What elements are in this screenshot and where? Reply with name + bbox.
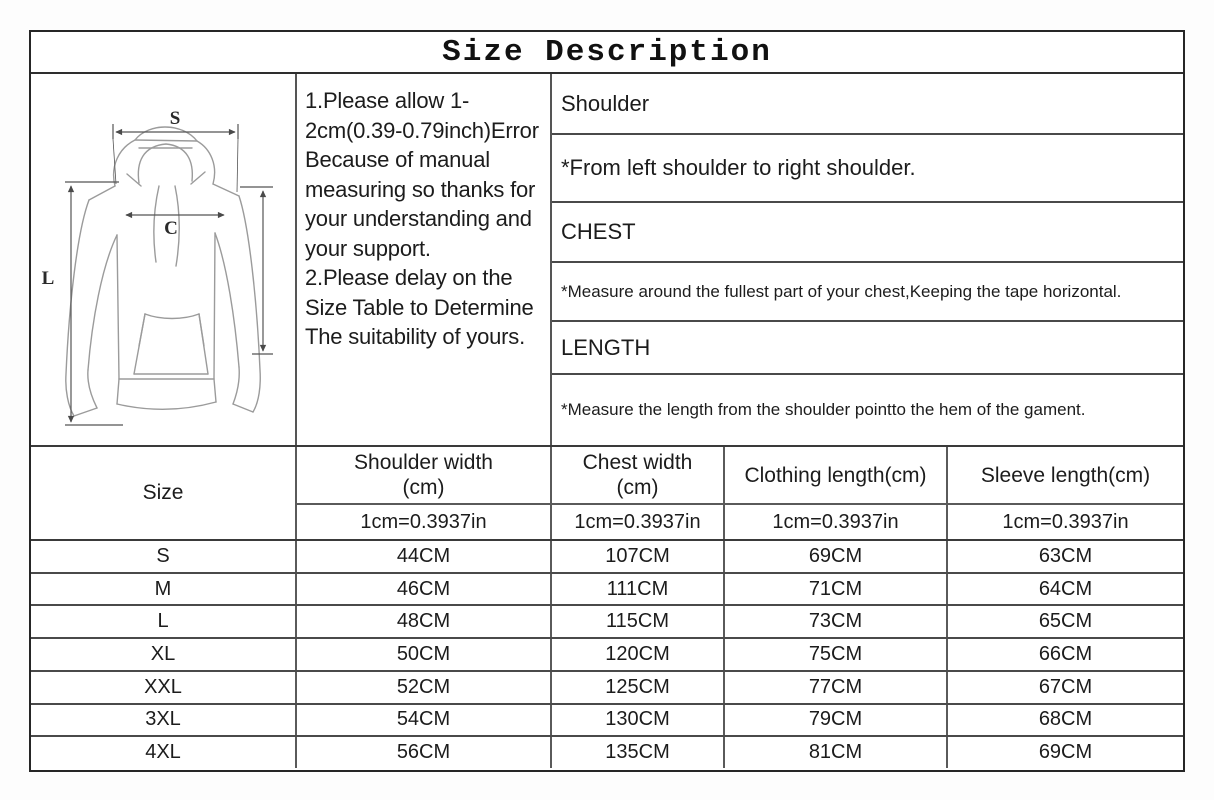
page-title: Size Description xyxy=(31,32,1183,74)
sleeve-cell: 66CM xyxy=(1038,643,1093,666)
column-title-line1: Chest width xyxy=(582,451,693,474)
shoulder-cell: 44CM xyxy=(297,541,552,572)
column-title-line1: Sleeve length(cm) xyxy=(980,463,1151,487)
table-row-3xl xyxy=(31,705,1183,738)
sleeve-cell: 69CM xyxy=(1038,741,1093,764)
shoulder-cell: 56CM xyxy=(297,737,552,768)
size-table xyxy=(31,447,1183,768)
measure-guide xyxy=(552,74,1183,445)
table-row-m xyxy=(31,574,1183,607)
length-cell: 69CM xyxy=(725,541,948,572)
length-cell: 77CM xyxy=(725,672,948,703)
chest-cell: 120CM xyxy=(552,639,725,670)
size-chart-sheet xyxy=(29,30,1185,772)
chest-cell: 111CM xyxy=(552,574,725,605)
measuring-notes xyxy=(297,74,552,445)
clothing-length-column-header xyxy=(725,447,948,539)
hoodie-measurement-diagram xyxy=(31,74,295,445)
column-title xyxy=(725,447,946,503)
guide-chest-term: CHEST xyxy=(552,203,1183,263)
chest-cell: 107CM xyxy=(552,541,725,572)
size-column-header: Size xyxy=(31,447,297,539)
diagram-label-chest: C xyxy=(164,218,178,239)
diagram-label-shoulder: S xyxy=(169,108,181,129)
table-row-xxl xyxy=(31,672,1183,705)
shoulder-width-column-header xyxy=(297,447,552,539)
column-title xyxy=(948,447,1183,503)
column-title-line1: Clothing length(cm) xyxy=(744,463,927,487)
diagram-label-length: L xyxy=(41,268,55,289)
length-cell: 75CM xyxy=(725,639,948,670)
length-cell: 71CM xyxy=(725,574,948,605)
upper-section xyxy=(31,74,1183,447)
guide-length-note: *Measure the length from the shoulder pointto the hem of the gament. xyxy=(561,400,1086,419)
note-2: 2.Please delay on the Size Table to Determine The suitability of yours. xyxy=(305,265,534,349)
note-1: 1.Please allow 1-2cm(0.39-0.79inch)Error Because of manual measuring so thanks for your understanding and your support. xyxy=(305,88,539,261)
size-label: 4XL xyxy=(31,737,297,768)
table-row-xl xyxy=(31,639,1183,672)
shoulder-cell: 48CM xyxy=(297,606,552,637)
size-label: L xyxy=(31,606,297,637)
shoulder-cell: 52CM xyxy=(297,672,552,703)
guide-shoulder-term: Shoulder xyxy=(552,74,1183,135)
size-label: XL xyxy=(31,639,297,670)
guide-shoulder-note: *From left shoulder to right shoulder. xyxy=(552,135,1183,203)
size-label: XXL xyxy=(31,672,297,703)
length-cell: 79CM xyxy=(725,705,948,736)
chest-width-column-header xyxy=(552,447,725,539)
size-label: M xyxy=(31,574,297,605)
chest-cell: 115CM xyxy=(552,606,725,637)
sleeve-cell: 64CM xyxy=(1038,577,1093,600)
size-label: 3XL xyxy=(31,705,297,736)
cm-conversion: 1cm=0.3937in xyxy=(772,510,899,533)
column-title xyxy=(552,447,723,503)
column-title-line2: (cm) xyxy=(616,476,659,499)
chest-cell: 135CM xyxy=(552,737,725,768)
guide-length-term: LENGTH xyxy=(552,322,1183,375)
chest-cell: 130CM xyxy=(552,705,725,736)
size-table-header xyxy=(31,447,1183,541)
cm-conversion: 1cm=0.3937in xyxy=(574,510,701,533)
sleeve-cell: 67CM xyxy=(1038,675,1093,698)
length-cell: 73CM xyxy=(725,606,948,637)
sleeve-length-column-header xyxy=(948,447,1183,539)
hoodie-outline xyxy=(66,127,260,416)
table-row-s xyxy=(31,541,1183,574)
column-title-line1: Shoulder width xyxy=(354,451,493,474)
cm-conversion: 1cm=0.3937in xyxy=(360,510,487,533)
sleeve-cell: 63CM xyxy=(1038,544,1093,567)
sleeve-cell: 68CM xyxy=(1038,708,1093,731)
column-title xyxy=(297,447,550,503)
column-title-line2: (cm) xyxy=(402,476,445,499)
cm-conversion: 1cm=0.3937in xyxy=(1002,510,1129,533)
table-row-4xl xyxy=(31,737,1183,768)
chest-cell: 125CM xyxy=(552,672,725,703)
hoodie-diagram-cell xyxy=(31,74,297,445)
size-label: S xyxy=(31,541,297,572)
shoulder-cell: 54CM xyxy=(297,705,552,736)
table-row-l xyxy=(31,606,1183,639)
shoulder-cell: 46CM xyxy=(297,574,552,605)
dimension-labels xyxy=(42,108,181,289)
length-cell: 81CM xyxy=(725,737,948,768)
dimension-lines xyxy=(65,124,273,425)
guide-chest-note: *Measure around the fullest part of your chest,Keeping the tape horizontal. xyxy=(552,263,1183,322)
sleeve-cell: 65CM xyxy=(1038,610,1093,633)
shoulder-cell: 50CM xyxy=(297,639,552,670)
